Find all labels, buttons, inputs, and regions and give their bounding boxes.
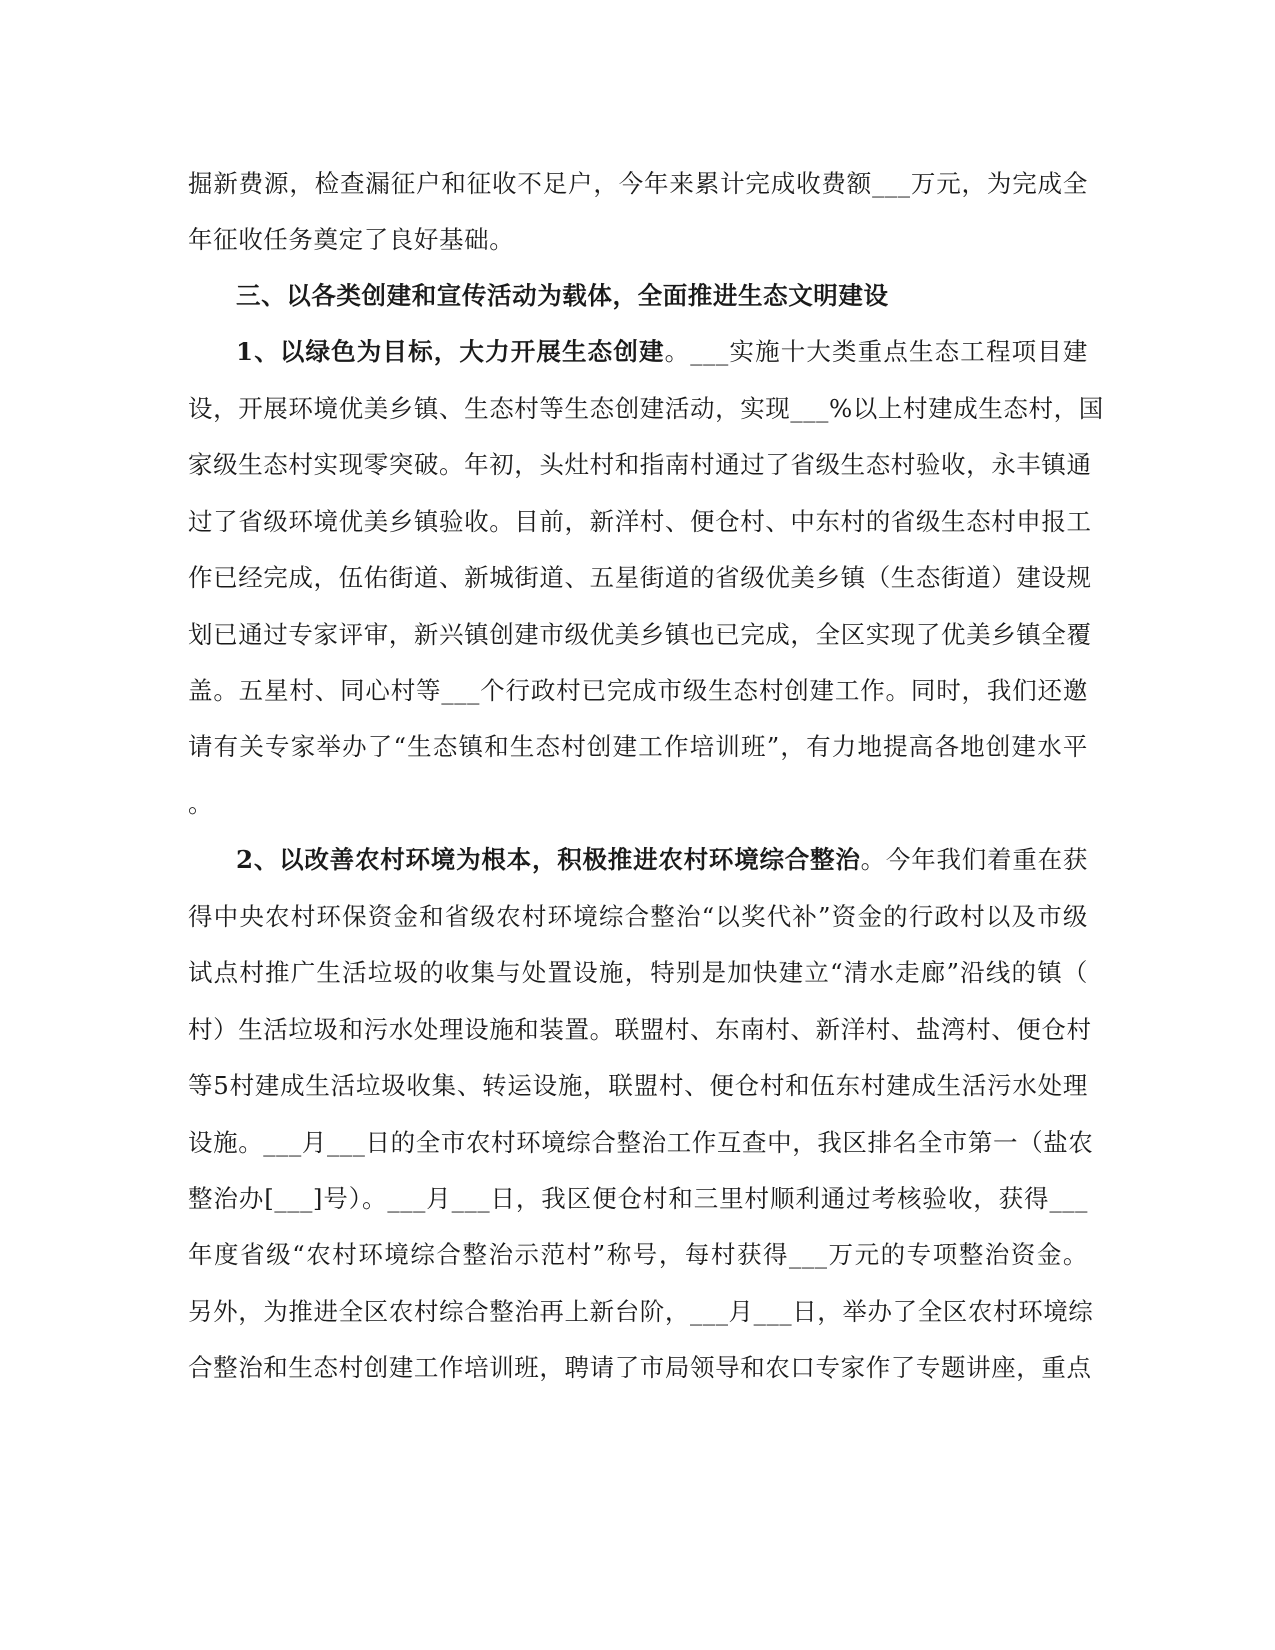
item-1-line: 盖。五星村、同心村等___个行政村已完成市级生态村创建工作。同时，我们还邀 — [188, 676, 1088, 705]
item-1-line-1-rest: 。___实施十大类重点生态工程项目建 — [664, 337, 1088, 366]
item-1-line: 请有关专家举办了“生态镇和生态村创建工作培训班”，有力地提高各地创建水平 — [188, 732, 1088, 761]
item-1-line: 划已通过专家评审，新兴镇创建市级优美乡镇也已完成，全区实现了优美乡镇全覆 — [188, 620, 1092, 649]
item-2-title: 2、以改善农村环境为根本，积极推进农村环境综合整治 — [236, 845, 861, 874]
item-1-line: 作已经完成，伍佑街道、新城街道、五星街道的省级优美乡镇（生态街道）建设规 — [188, 563, 1092, 592]
item-1-line-1 — [236, 332, 1088, 372]
paragraph-1-line-1: 掘新费源，检查漏征户和征收不足户，今年来累计完成收费额___万元，为完成全 — [188, 169, 1088, 198]
section-heading: 三、以各类创建和宣传活动为载体，全面推进生态文明建设 — [236, 281, 889, 310]
item-2-line-1-rest: 。今年我们着重在获 — [860, 845, 1088, 874]
item-2-line: 另外，为推进全区农村综合整治再上新台阶，___月___日，举办了全区农村环境综 — [188, 1297, 1094, 1326]
paragraph-1-line-2: 年征收任务奠定了良好基础。 — [188, 225, 515, 254]
item-2-line: 得中央农村环保资金和省级农村环境综合整治“以奖代补”资金的行政村以及市级 — [188, 902, 1088, 931]
item-1-line: 过了省级环境优美乡镇验收。目前，新洋村、便仓村、中东村的省级生态村申报工 — [188, 507, 1092, 536]
item-2-line: 试点村推广生活垃圾的收集与处置设施，特别是加快建立“清水走廊”沿线的镇（ — [188, 958, 1088, 987]
item-1-line: 。 — [188, 789, 214, 818]
item-2-line: 合整治和生态村创建工作培训班，聘请了市局领导和农口专家作了专题讲座，重点 — [188, 1353, 1092, 1382]
item-1-title: 1、以绿色为目标，大力开展生态创建 — [236, 337, 665, 366]
item-2-line: 等5村建成生活垃圾收集、转运设施，联盟村、便仓村和伍东村建成生活污水处理 — [188, 1071, 1088, 1100]
item-1-line: 家级生态村实现零突破。年初，头灶村和指南村通过了省级生态村验收，永丰镇通 — [188, 450, 1092, 479]
item-2-line: 设施。___月___日的全市农村环境综合整治工作互查中，我区排名全市第一（盐农 — [188, 1128, 1094, 1157]
item-2-line-1 — [236, 840, 1088, 880]
item-2-line: 年度省级“农村环境综合整治示范村”称号，每村获得___万元的专项整治资金。 — [188, 1240, 1088, 1269]
item-2-line: 整治办[___]号）。___月___日，我区便仓村和三里村顺利通过考核验收，获得___ — [188, 1184, 1088, 1213]
item-2-line: 村）生活垃圾和污水处理设施和装置。联盟村、东南村、新洋村、盐湾村、便仓村 — [188, 1015, 1092, 1044]
item-1-line: 设，开展环境优美乡镇、生态村等生态创建活动，实现___%以上村建成生态村，国 — [188, 394, 1104, 423]
